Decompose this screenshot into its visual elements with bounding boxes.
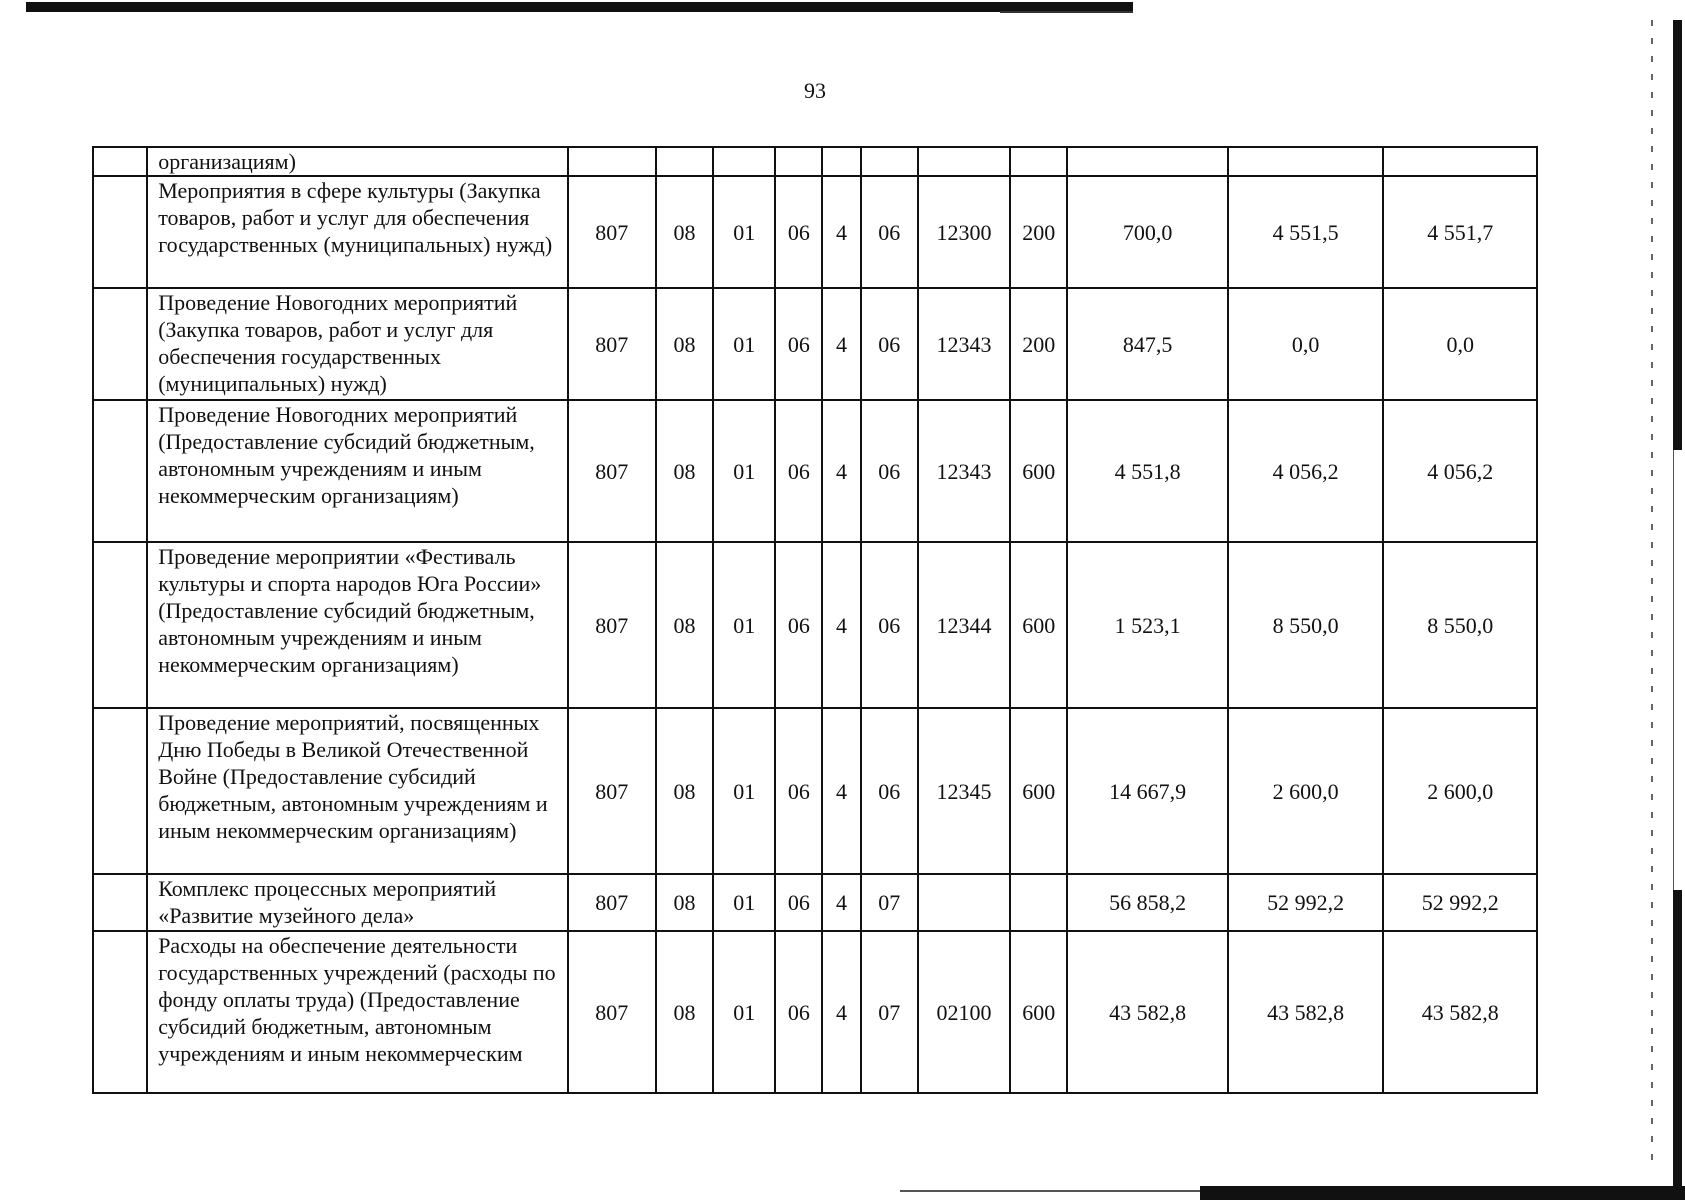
amount-cell: 8 550,0 <box>1228 542 1384 708</box>
code-cell: 01 <box>713 931 775 1093</box>
code-cell: 807 <box>568 931 656 1093</box>
table-row <box>93 400 1537 542</box>
row-index-cell <box>93 931 147 1093</box>
amount-cell: 847,5 <box>1067 288 1228 400</box>
table-row <box>93 708 1537 874</box>
amount-cell: 4 056,2 <box>1383 400 1537 542</box>
row-index-cell <box>93 288 147 400</box>
table-row <box>93 147 1537 176</box>
code-cell <box>713 147 775 176</box>
code-cell: 08 <box>656 931 713 1093</box>
scan-border-right-gap <box>1673 450 1682 890</box>
description-cell: организациям) <box>147 147 567 176</box>
code-cell <box>1010 147 1067 176</box>
code-cell: 08 <box>656 288 713 400</box>
amount-cell: 4 551,8 <box>1067 400 1228 542</box>
amount-cell: 700,0 <box>1067 176 1228 288</box>
table-row <box>93 874 1537 931</box>
amount-cell: 43 582,8 <box>1067 931 1228 1093</box>
scan-border-right-thin <box>1673 450 1674 890</box>
amount-cell <box>1383 147 1537 176</box>
code-cell: 06 <box>775 874 822 931</box>
code-cell: 4 <box>822 708 860 874</box>
row-index-cell <box>93 542 147 708</box>
row-index-cell <box>93 147 147 176</box>
amount-cell <box>1228 147 1384 176</box>
description-cell: Проведение мероприятии «Фестиваль культуры и спорта народов Юга России» (Предоставление субсидий бюджетным, автономным учреждениям и иным некоммерческим организациям) <box>147 542 567 708</box>
code-cell: 08 <box>656 176 713 288</box>
code-cell: 06 <box>861 400 918 542</box>
scan-dashed-line <box>1651 20 1653 1170</box>
code-cell: 12345 <box>918 708 1010 874</box>
code-cell: 4 <box>822 288 860 400</box>
amount-cell: 56 858,2 <box>1067 874 1228 931</box>
code-cell: 4 <box>822 931 860 1093</box>
description-cell: Мероприятия в сфере культуры (Закупка товаров, работ и услуг для обеспечения государственных (муниципальных) нужд) <box>147 176 567 288</box>
code-cell: 06 <box>775 400 822 542</box>
scan-border-top <box>26 2 1133 12</box>
code-cell: 4 <box>822 542 860 708</box>
code-cell: 06 <box>775 931 822 1093</box>
code-cell: 06 <box>861 288 918 400</box>
code-cell: 07 <box>861 874 918 931</box>
code-cell: 06 <box>775 708 822 874</box>
amount-cell: 52 992,2 <box>1383 874 1537 931</box>
table-row <box>93 931 1537 1093</box>
description-cell: Комплекс процессных мероприятий «Развитие музейного дела» <box>147 874 567 931</box>
code-cell <box>1010 874 1067 931</box>
code-cell: 06 <box>775 176 822 288</box>
code-cell: 807 <box>568 400 656 542</box>
code-cell: 08 <box>656 400 713 542</box>
code-cell: 08 <box>656 874 713 931</box>
table-row <box>93 176 1537 288</box>
code-cell: 07 <box>861 931 918 1093</box>
code-cell: 4 <box>822 874 860 931</box>
scan-border-top-thin <box>1000 11 1133 13</box>
code-cell: 02100 <box>918 931 1010 1093</box>
amount-cell: 14 667,9 <box>1067 708 1228 874</box>
code-cell: 12343 <box>918 288 1010 400</box>
code-cell: 01 <box>713 542 775 708</box>
code-cell: 12343 <box>918 400 1010 542</box>
scan-border-bottom <box>1200 1186 1685 1200</box>
code-cell: 807 <box>568 542 656 708</box>
code-cell <box>568 147 656 176</box>
code-cell: 12344 <box>918 542 1010 708</box>
code-cell: 12300 <box>918 176 1010 288</box>
code-cell <box>918 147 1010 176</box>
amount-cell: 2 600,0 <box>1228 708 1384 874</box>
code-cell: 01 <box>713 400 775 542</box>
amount-cell: 4 056,2 <box>1228 400 1384 542</box>
amount-cell: 52 992,2 <box>1228 874 1384 931</box>
code-cell <box>861 147 918 176</box>
code-cell: 08 <box>656 542 713 708</box>
scan-border-bottom-thin <box>900 1190 1200 1192</box>
code-cell: 01 <box>713 708 775 874</box>
amount-cell: 43 582,8 <box>1383 931 1537 1093</box>
amount-cell: 2 600,0 <box>1383 708 1537 874</box>
amount-cell: 0,0 <box>1383 288 1537 400</box>
amount-cell: 4 551,5 <box>1228 176 1384 288</box>
code-cell <box>775 147 822 176</box>
code-cell: 08 <box>656 708 713 874</box>
code-cell: 06 <box>775 288 822 400</box>
amount-cell: 4 551,7 <box>1383 176 1537 288</box>
code-cell: 01 <box>713 874 775 931</box>
code-cell: 06 <box>861 176 918 288</box>
page-number: 93 <box>804 78 826 103</box>
code-cell: 06 <box>861 542 918 708</box>
code-cell: 807 <box>568 708 656 874</box>
row-index-cell <box>93 708 147 874</box>
table-row <box>93 288 1537 400</box>
code-cell: 807 <box>568 176 656 288</box>
code-cell: 200 <box>1010 176 1067 288</box>
code-cell <box>918 874 1010 931</box>
description-cell: Расходы на обеспечение деятельности государственных учреждений (расходы по фонду оплаты труда) (Предоставление субсидий бюджетным, автономным учреждениям и иным некоммерческим <box>147 931 567 1093</box>
table-row <box>93 542 1537 708</box>
code-cell: 807 <box>568 874 656 931</box>
amount-cell: 1 523,1 <box>1067 542 1228 708</box>
description-cell: Проведение мероприятий, посвященных Дню Победы в Великой Отечественной Войне (Предоставление субсидий бюджетным, автономным учреждениям и иным некоммерческим организациям) <box>147 708 567 874</box>
row-index-cell <box>93 400 147 542</box>
description-cell: Проведение Новогодних мероприятий (Предоставление субсидий бюджетным, автономным учреждениям и иным некоммерческим организациям) <box>147 400 567 542</box>
description-cell: Проведение Новогодних мероприятий (Закупка товаров, работ и услуг для обеспечения государственных (муниципальных) нужд) <box>147 288 567 400</box>
code-cell: 06 <box>775 542 822 708</box>
code-cell: 06 <box>861 708 918 874</box>
code-cell <box>822 147 860 176</box>
amount-cell: 8 550,0 <box>1383 542 1537 708</box>
row-index-cell <box>93 176 147 288</box>
code-cell: 600 <box>1010 931 1067 1093</box>
code-cell: 600 <box>1010 400 1067 542</box>
code-cell <box>656 147 713 176</box>
amount-cell: 43 582,8 <box>1228 931 1384 1093</box>
row-index-cell <box>93 874 147 931</box>
code-cell: 200 <box>1010 288 1067 400</box>
budget-table <box>92 146 1538 1094</box>
code-cell: 01 <box>713 176 775 288</box>
amount-cell: 0,0 <box>1228 288 1384 400</box>
code-cell: 600 <box>1010 542 1067 708</box>
code-cell: 807 <box>568 288 656 400</box>
code-cell: 01 <box>713 288 775 400</box>
code-cell: 4 <box>822 176 860 288</box>
code-cell: 600 <box>1010 708 1067 874</box>
code-cell: 4 <box>822 400 860 542</box>
amount-cell <box>1067 147 1228 176</box>
